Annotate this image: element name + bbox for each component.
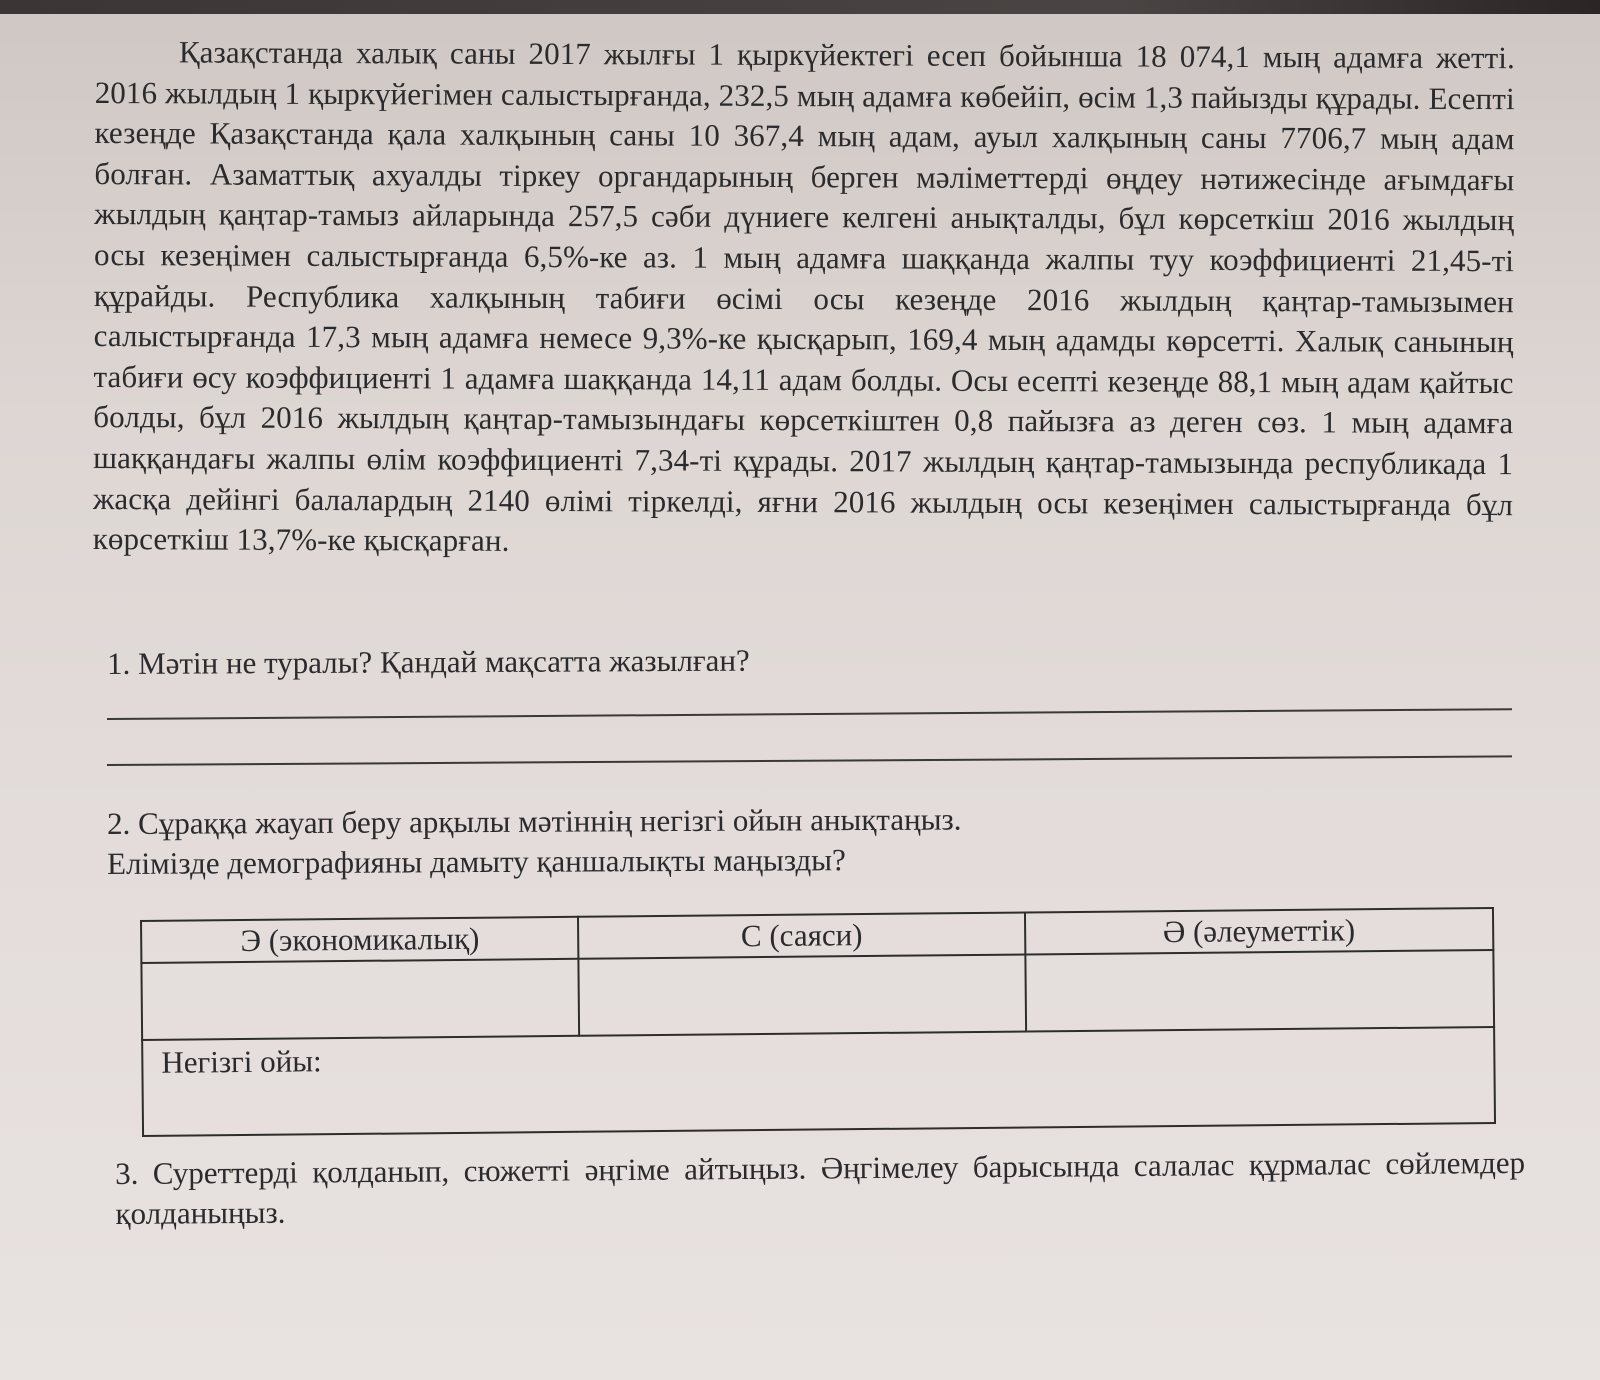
question-1: 1. Мәтін не туралы? Қандай мақсатта жазылған? [107,642,750,681]
answer-line-2[interactable] [107,755,1512,766]
analysis-table [140,907,1496,1137]
main-idea-cell[interactable]: Негізгі ойы: [142,1027,1495,1136]
answer-line-1[interactable] [107,708,1512,720]
header-social: Ә (әлеуметтік) [1025,908,1494,954]
header-economic: Э (экономикалық) [141,917,579,963]
table-answer-row [141,950,1494,1040]
page-top-edge [0,0,1600,14]
statistics-paragraph: Қазақстанда халық саны 2017 жылғы 1 қыркүйектегі есеп бойынша 18 074,1 мың адамға жетті. 2016 жылдың 1 қыркүйегімен салыстырғанда, 232,5 мың адамға көбейіп, өсім 1,3 пайызды құрады. Есепті кезеңде Қазақстанда қала халқының саны 10 367,4 мың адам, ауыл халқының саны 7706,7 мың адам болған. Азаматтық ахуалды тіркеу органдарының берген мәліметтерді өңдеу нәтижесінде ағымдағы жылдың қаңтар-тамыз айларында 257,5 сәби дүниеге келгені анықталды, бұл көрсеткіш 2016 жылдың осы кезеңімен салыстырғанда 6,5%-ке аз. 1 мың адамға шаққанда жалпы туу коэффициенті 21,45-ті құрайды. Республика халқының табиғи өсімі осы кезеңде 2016 жылдың қаңтар-тамызымен салыстырғанда 17,3 мың адамға немесе 9,3%-ке қысқарып, 169,4 мың адамды көрсетті. Халық санының табиғи өсу коэффициенті 1 адамға шаққанда 14,11 адам болды. Осы есепті кезеңде 88,1 мың адам қайтыс болды, бұл 2016 жылдың қаңтар-тамызындағы көрсеткіштен 0,8 пайызға аз деген сөз. 1 мың адамға шаққандағы жалпы өлім коэффициенті 7,34-ті құрады. 2017 жылдың қаңтар-тамызында республикада 1 жасқа дейінгі балалардың 2140 өлімі тіркелді, яғни 2016 жылдың осы кезеңімен салыстырғанда бұл көрсеткіш 13,7%-ке қысқарған. [92,34,1515,558]
question-3: 3. Суреттерді қолданып, сюжетті әңгіме айтыңыз. Әңгімелеу барысында салалас құрмалас сөйлемдер қолданыңыз. [115,1144,1526,1231]
worksheet-page [0,14,1600,1380]
answer-cell-political[interactable] [579,955,1026,1036]
question-2: 2. Сұраққа жауап беру арқылы мәтіннің негізгі ойын анықтаңыз. [107,801,962,841]
question-2-subquestion: Елімізде демографияны дамыту қаншалықты маңызды? [107,842,846,881]
answer-cell-economic[interactable] [141,959,579,1040]
header-political: С (саяси) [578,913,1025,959]
answer-cell-social[interactable] [1025,950,1494,1031]
table-main-idea-row [142,1027,1495,1136]
